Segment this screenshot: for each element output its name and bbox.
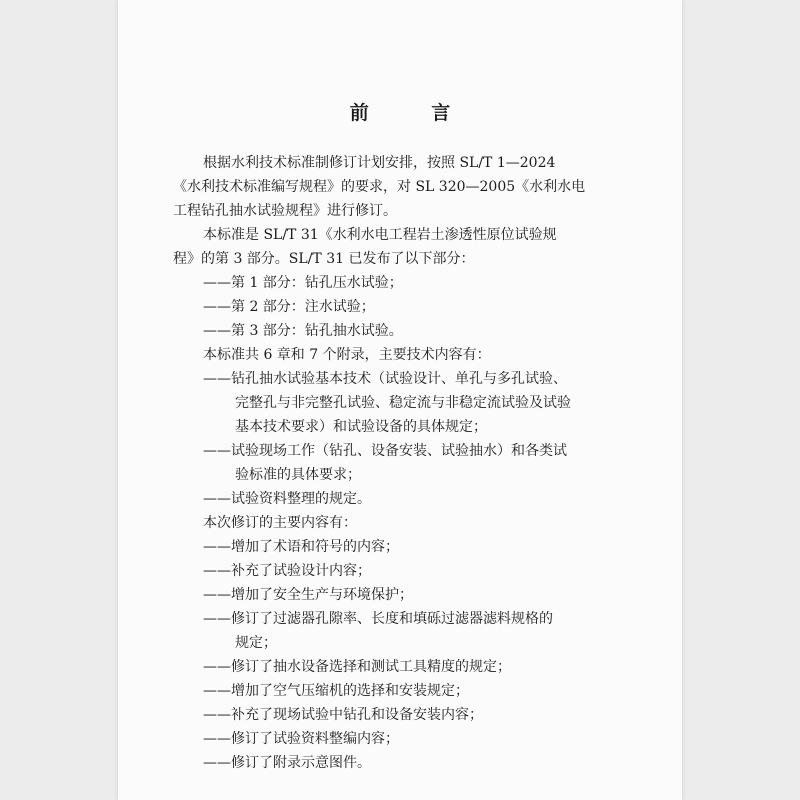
list-item: ——钻孔抽水试验基本技术（试验设计、单孔与多孔试验、	[203, 371, 567, 387]
list-item: ——试验资料整理的规定。	[203, 491, 371, 507]
list-item: ——修订了过滤器孔隙率、长度和填砾过滤器滤料规格的	[203, 611, 553, 627]
list-item-continuation: 完整孔与非完整孔试验、稳定流与非稳定流试验及试验	[235, 395, 571, 411]
list-item: ——第 2 部分：注水试验；	[203, 299, 375, 315]
list-item: ——增加了安全生产与环境保护；	[203, 587, 413, 603]
list-item: ——增加了术语和符号的内容；	[203, 539, 399, 555]
list-item-continuation: 规定；	[235, 635, 277, 651]
list-item: ——修订了抽水设备选择和测试工具精度的规定；	[203, 659, 511, 675]
list-item: ——增加了空气压缩机的选择和安装规定；	[203, 683, 469, 699]
list-item: ——第 3 部分：钻孔抽水试验。	[203, 323, 403, 339]
list-item: ——修订了附录示意图件。	[203, 755, 371, 771]
list-item: ——第 1 部分：钻孔压水试验；	[203, 275, 403, 291]
page-title: 前 言	[349, 102, 479, 124]
text-line: 根据水利技术标准制修订计划安排，按照 SL/T 1—2024	[203, 155, 556, 171]
text-line: 《水利技术标准编写规程》的要求，对 SL 320—2005《水利水电	[173, 179, 586, 195]
text-line: 本标准是 SL/T 31《水利水电工程岩土渗透性原位试验规	[203, 227, 557, 243]
text-line: 工程钻孔抽水试验规程》进行修订。	[173, 203, 397, 219]
list-item: ——补充了现场试验中钻孔和设备安装内容；	[203, 707, 483, 723]
document-page	[118, 0, 682, 800]
text-line: 本次修订的主要内容有：	[203, 515, 357, 531]
text-line: 程》的第 3 部分。SL/T 31 已发布了以下部分：	[173, 251, 475, 267]
list-item-continuation: 基本技术要求）和试验设备的具体规定；	[235, 419, 487, 435]
list-item: ——修订了试验资料整编内容；	[203, 731, 399, 747]
list-item: ——试验现场工作（钻孔、设备安装、试验抽水）和各类试	[203, 443, 567, 459]
list-item-continuation: 验标准的具体要求；	[235, 467, 361, 483]
list-item: ——补充了试验设计内容；	[203, 563, 371, 579]
text-line: 本标准共 6 章和 7 个附录，主要技术内容有：	[203, 347, 491, 363]
